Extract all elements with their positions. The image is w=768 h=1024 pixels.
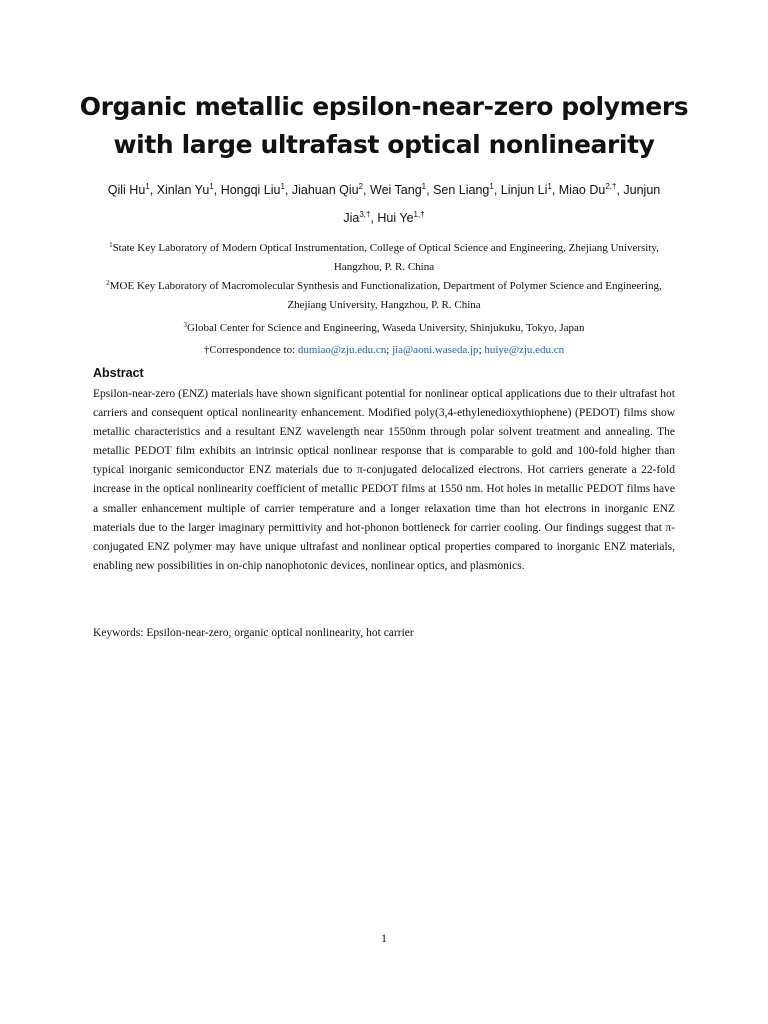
affiliation-marker: 1: [109, 241, 113, 249]
author-name: Wei Tang: [370, 183, 422, 197]
affiliation-text: Global Center for Science and Engineering, Waseda University, Shinjukuku, Tokyo, Japan: [187, 322, 585, 334]
author-affiliation-marker: 1: [421, 182, 427, 191]
author-affiliation-marker: 3,†: [359, 210, 371, 219]
author-name: Miao Du: [558, 183, 606, 197]
abstract-body: Epsilon-near-zero (ENZ) materials have shown significant potential for nonlinear optical applications due to their ultrafast hot carriers and consequent optical nonlinearity enhancement. Modified poly(3,4-ethylenedioxythiophene) (PEDOT) films show metallic characteristics and a resultant ENZ wavelength near 1550nm through polar solvent treatment and annealing. The metallic PEDOT film exhibits an intrinsic optical nonlinear response that is comparable to gold and 100-fold higher than typical inorganic semiconductor ENZ materials due to π-conjugated delocalized electrons. Hot carriers generate a 22-fold increase in the optical nonlinearity coefficient of metallic PEDOT films at 1550 nm. Hot holes in metallic PEDOT films have a smaller enhancement multiple of carrier temperature and a longer relaxation time than hot electrons in inorganic ENZ materials due to the larger imaginary permittivity and hot-phonon bottleneck for carrier cooling. Our findings suggest that π-conjugated ENZ polymer may have unique ultrafast and nonlinear optical properties compared to inorganic ENZ materials, enabling new possibilities in on-chip nanophotonic devices, nonlinear optics, and plasmonics.: [93, 388, 675, 572]
correspondence-label: †Correspondence to:: [203, 344, 298, 356]
author-affiliation-marker: 1: [209, 182, 214, 191]
author-affiliation-marker: 1: [489, 182, 494, 191]
author-affiliation-marker: 1: [547, 182, 552, 191]
author-affiliation-marker: 2: [358, 182, 364, 191]
author-name: Hongqi Liu: [220, 183, 281, 197]
affiliation-2: [92, 277, 676, 315]
author-name: Hui Ye: [377, 211, 414, 225]
affiliation-1: [92, 239, 676, 277]
affiliation-marker: 3: [183, 321, 188, 329]
paper-title: Organic metallic epsilon-near-zero polymers with large ultrafast optical nonlinearity: [79, 92, 689, 159]
affiliation-marker: 2: [106, 279, 110, 287]
author-name: Sen Liang: [433, 183, 490, 197]
affiliation-3: [92, 319, 676, 338]
author-name: Xinlan Yu: [156, 183, 210, 197]
email-link-1[interactable]: dumiao@zju.edu.cn: [297, 344, 387, 356]
author-name: Qili Hu: [107, 183, 146, 197]
email-separator: ;: [478, 344, 485, 356]
email-link-2[interactable]: jia@aoni.waseda.jp: [392, 344, 479, 356]
author-name: Junjun Jia: [343, 183, 661, 225]
author-affiliation-marker: 1: [280, 182, 285, 191]
author-affiliation-marker: 1,†: [413, 210, 425, 219]
author-name: Linjun Li: [500, 183, 548, 197]
author-name: Jiahuan Qiu: [291, 183, 359, 197]
email-link-3[interactable]: huiye@zju.edu.cn: [484, 344, 565, 356]
keywords-line: Keywords: Epsilon-near-zero, organic optical nonlinearity, hot carrier: [93, 627, 414, 639]
email-separator: ;: [386, 344, 393, 356]
page-number: 1: [381, 931, 387, 945]
correspondence-line: [92, 341, 676, 360]
author-list: Qili Hu$^1$, Xinlan Yu$^1$, Hongqi Liu$^1$, Jiahuan Qiu$^2$, Wei Tang$^1$, Sen Liang$^1$, Linjun Li$^1$, Miao $Du^{2,\dagger}$, Junjun Jia$^{3,\dagger}$, Hui $Ye^{1,\dagger}$: [107, 182, 661, 225]
abstract-heading: Abstract: [93, 366, 144, 380]
affiliation-text: MOE Key Laboratory of Macromolecular Synthesis and Functionalization, Department of Polymer Science and Engineering, Zhejiang University, Hangzhou, P. R. China: [109, 280, 662, 311]
affiliation-text: State Key Laboratory of Modern Optical Instrumentation, College of Optical Science and Engineering, Zhejiang University, Hangzhou, P. R. China: [112, 242, 659, 273]
author-affiliation-marker: 2,†: [605, 182, 617, 191]
author-affiliation-marker: 1: [145, 182, 150, 191]
